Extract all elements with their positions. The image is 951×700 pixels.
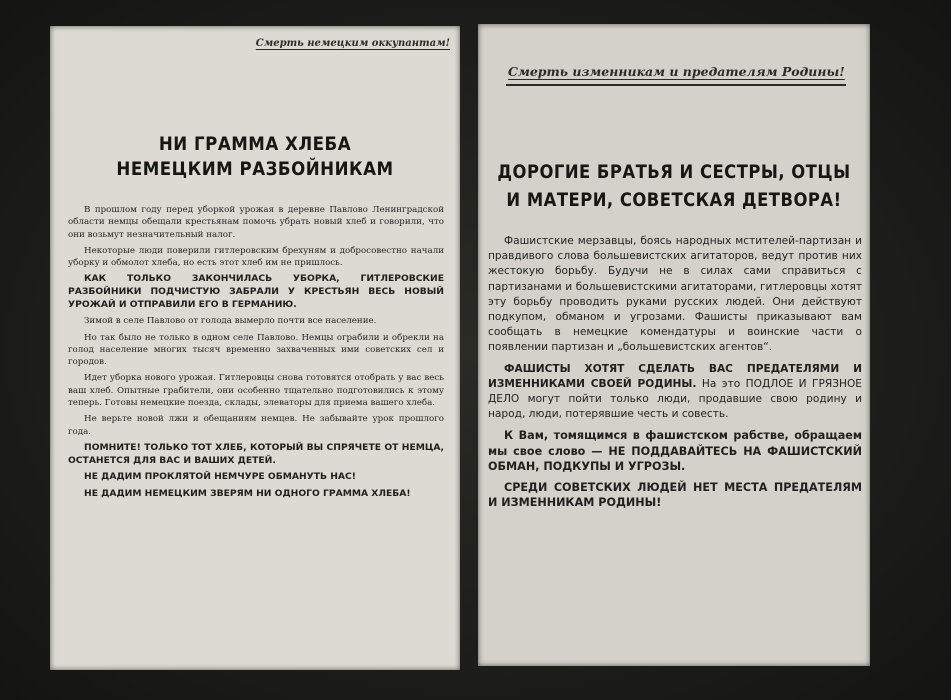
left-slogan: Смерть немецким оккупантам! [255, 38, 450, 49]
left-headline-line2: НЕМЕЦКИМ РАЗБОЙНИКАМ [116, 159, 394, 180]
right-paragraph [488, 362, 862, 423]
right-slogan-rule [506, 84, 846, 86]
left-paragraph: Не верьте новой лжи и обещаниям немцев. Не забывайте урок прошлого года. [68, 414, 444, 437]
right-headline-line1: ДОРОГИЕ БРАТЬЯ И СЕСТРЫ, ОТЦЫ [497, 161, 851, 183]
left-paragraph: КАК ТОЛЬКО ЗАКОНЧИЛАСЬ УБОРКА, ГИТЛЕРОВСКИЕ РАЗБОЙНИКИ ПОДЧИСТУЮ ЗАБРАЛИ У КРЕСТЬЯН ВЕСЬ НОВЫЙ УРОЖАЙ И ОТПРАВИЛИ ЕГО В ГЕРМАНИЮ. [68, 273, 444, 310]
left-body [68, 204, 444, 504]
left-paragraph: НЕ ДАДИМ НЕМЕЦКИМ ЗВЕРЯМ НИ ОДНОГО ГРАММА ХЛЕБА! [84, 487, 411, 499]
right-paragraph-lead: ФАШИСТЫ ХОТЯТ СДЕЛАТЬ ВАС ПРЕДАТЕЛЯМИ И ИЗМЕННИКАМИ СВОЕЙ РОДИНЫ. [488, 362, 862, 390]
right-paragraph: СРЕДИ СОВЕТСКИХ ЛЮДЕЙ НЕТ МЕСТА ПРЕДАТЕЛЯМ И ИЗМЕННИКАМ РОДИНЫ! [488, 481, 862, 510]
leaflet-right [478, 24, 870, 666]
right-headline-line2: И МАТЕРИ, СОВЕТСКАЯ ДЕТВОРА! [506, 189, 842, 211]
left-paragraph: Некоторые люди поверили гитлеровским брехуням и добросовестно начали уборку и обмолот хлеба, но есть этот хлеб им не пришлось. [68, 245, 444, 269]
left-paragraph: В прошлом году перед уборкой урожая в деревне Павлово Ленинградской области немцы обещали крестьянам помочь убрать новый хлеб и говорили, что они возьмут незначительный налог. [68, 205, 444, 240]
right-headline [490, 158, 859, 214]
leaflet-left [50, 26, 460, 670]
right-body [488, 234, 862, 516]
left-paragraph: Идет уборка нового урожая. Гитлеровцы снова готовятся отобрать у вас весь ваш хлеб. Опытные грабители, они особенно тщательно подготовились к этому теперь. Готовы немецкие поезда, склады, элеваторы для приема вашего хлеба. [68, 373, 444, 409]
left-paragraph: Но так было не только в одном селе Павлово. Немцы ограбили и обрекли на голод население многих тысяч временно захваченных ими советских сел и городов. [68, 332, 444, 368]
left-headline-line1: НИ ГРАММА ХЛЕБА [158, 134, 352, 155]
left-paragraph: НЕ ДАДИМ ПРОКЛЯТОЙ НЕМЧУРЕ ОБМАНУТЬ НАС! [84, 471, 356, 483]
right-paragraph: Фашистские мерзавцы, боясь народных мстителей-партизан и правдивого слова большевистских агитаторов, ведут против них жестокую борьбу. Будучи не в силах сами справиться с партизанами и большевистскими агитаторами, гитлеровцы хотят эту борьбу проводить руками русских людей. Они действуют подкупом, обманом и угрозами. Фашисты приказывают вам сообщать в немецкие комендатуры и воинские части о появлении партизан и „большевистских агентов“. [488, 235, 862, 354]
left-headline [80, 132, 430, 182]
right-paragraph-rest: На это ПОДЛОЕ И ГРЯЗНОЕ ДЕЛО могут пойти только люди, продавшие свою родину и народ, люди, потерявшие честь и совесть. [488, 377, 863, 421]
left-paragraph: Зимой в селе Павлово от голода вымерло почти все население. [84, 316, 377, 327]
right-paragraph: К Вам, томящимся в фашистском рабстве, обращаем мы свое слово — НЕ ПОДДАВАЙТЕСЬ НА ФАШИСТСКИЙ ОБМАН, ПОДКУПЫ И УГРОЗЫ. [488, 429, 862, 473]
left-paragraph: ПОМНИТЕ! ТОЛЬКО ТОТ ХЛЕБ, КОТОРЫЙ ВЫ СПРЯЧЕТЕ ОТ НЕМЦА, ОСТАНЕТСЯ ДЛЯ ВАС И ВАШИХ ДЕТЕЙ. [68, 441, 444, 466]
right-slogan: Смерть изменникам и предателям Родины! [508, 64, 845, 79]
